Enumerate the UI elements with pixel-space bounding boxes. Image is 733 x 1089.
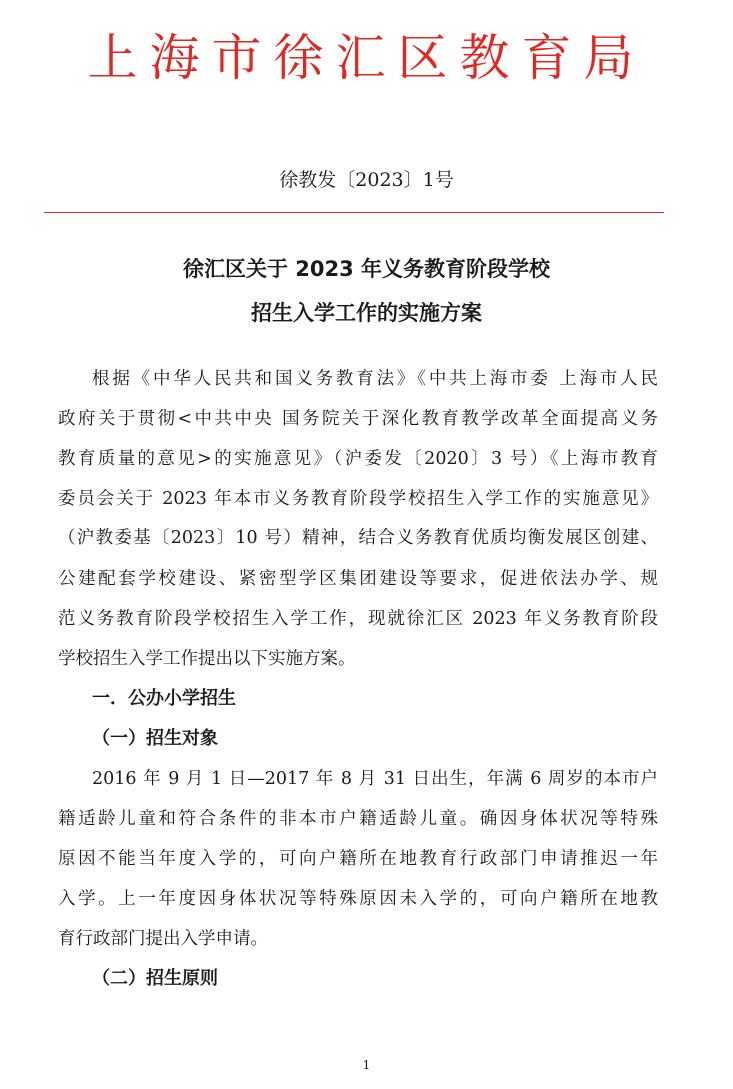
issuer-masthead: 上海市徐汇区教育局 (87, 29, 646, 87)
eligibility-line: 入学。上一年度因身体状况等特殊原因未入学的，可向户籍所在地教 (58, 889, 658, 909)
intro-line: 公建配套学校建设、紧密型学区集团建设等要求，促进依法办学、规 (58, 569, 658, 589)
intro-line: 范义务教育阶段学校招生入学工作，现就徐汇区 2023 年义务教育阶段 (58, 609, 658, 629)
intro-line: （沪教委基〔2023〕10 号）精神，结合义务教育优质均衡发展区创建、 (58, 528, 658, 548)
intro-line: 根据《中华人民共和国义务教育法》《中共上海市委 上海市人民 (92, 369, 658, 389)
intro-line: 教育质量的意见>的实施意见》（沪委发〔2020〕3 号）《上海市教育 (58, 449, 658, 469)
intro-line: 学校招生入学工作提出以下实施方案。 (58, 649, 356, 669)
eligibility-line: 籍适龄儿童和符合条件的非本市户籍适龄儿童。确因身体状况等特殊 (58, 809, 658, 829)
subsection-heading-2: （二）招生原则 (92, 968, 218, 989)
eligibility-line: 原因不能当年度入学的，可向户籍所在地教育行政部门申请推迟一年 (58, 849, 658, 869)
intro-line: 政府关于贯彻<中共中央 国务院关于深化教育教学改革全面提高义务 (58, 409, 658, 429)
page-number: 1 (362, 1058, 371, 1072)
subsection-heading-1: （一）招生对象 (92, 728, 218, 749)
document-number: 徐教发〔2023〕1号 (279, 169, 454, 191)
eligibility-line: 2016 年 9 月 1 日—2017 年 8 月 31 日出生，年满 6 周岁的本市户 (92, 769, 658, 789)
document-title-line-2: 招生入学工作的实施方案 (251, 301, 482, 325)
eligibility-line: 育行政部门提出入学申请。 (58, 929, 268, 949)
document-title-line-1: 徐汇区关于 2023 年义务教育阶段学校 (182, 257, 551, 281)
intro-line: 委员会关于 2023 年本市义务教育阶段学校招生入学工作的实施意见》 (58, 489, 658, 509)
red-divider-line (44, 212, 664, 213)
section-heading-1: 一．公办小学招生 (92, 688, 236, 709)
